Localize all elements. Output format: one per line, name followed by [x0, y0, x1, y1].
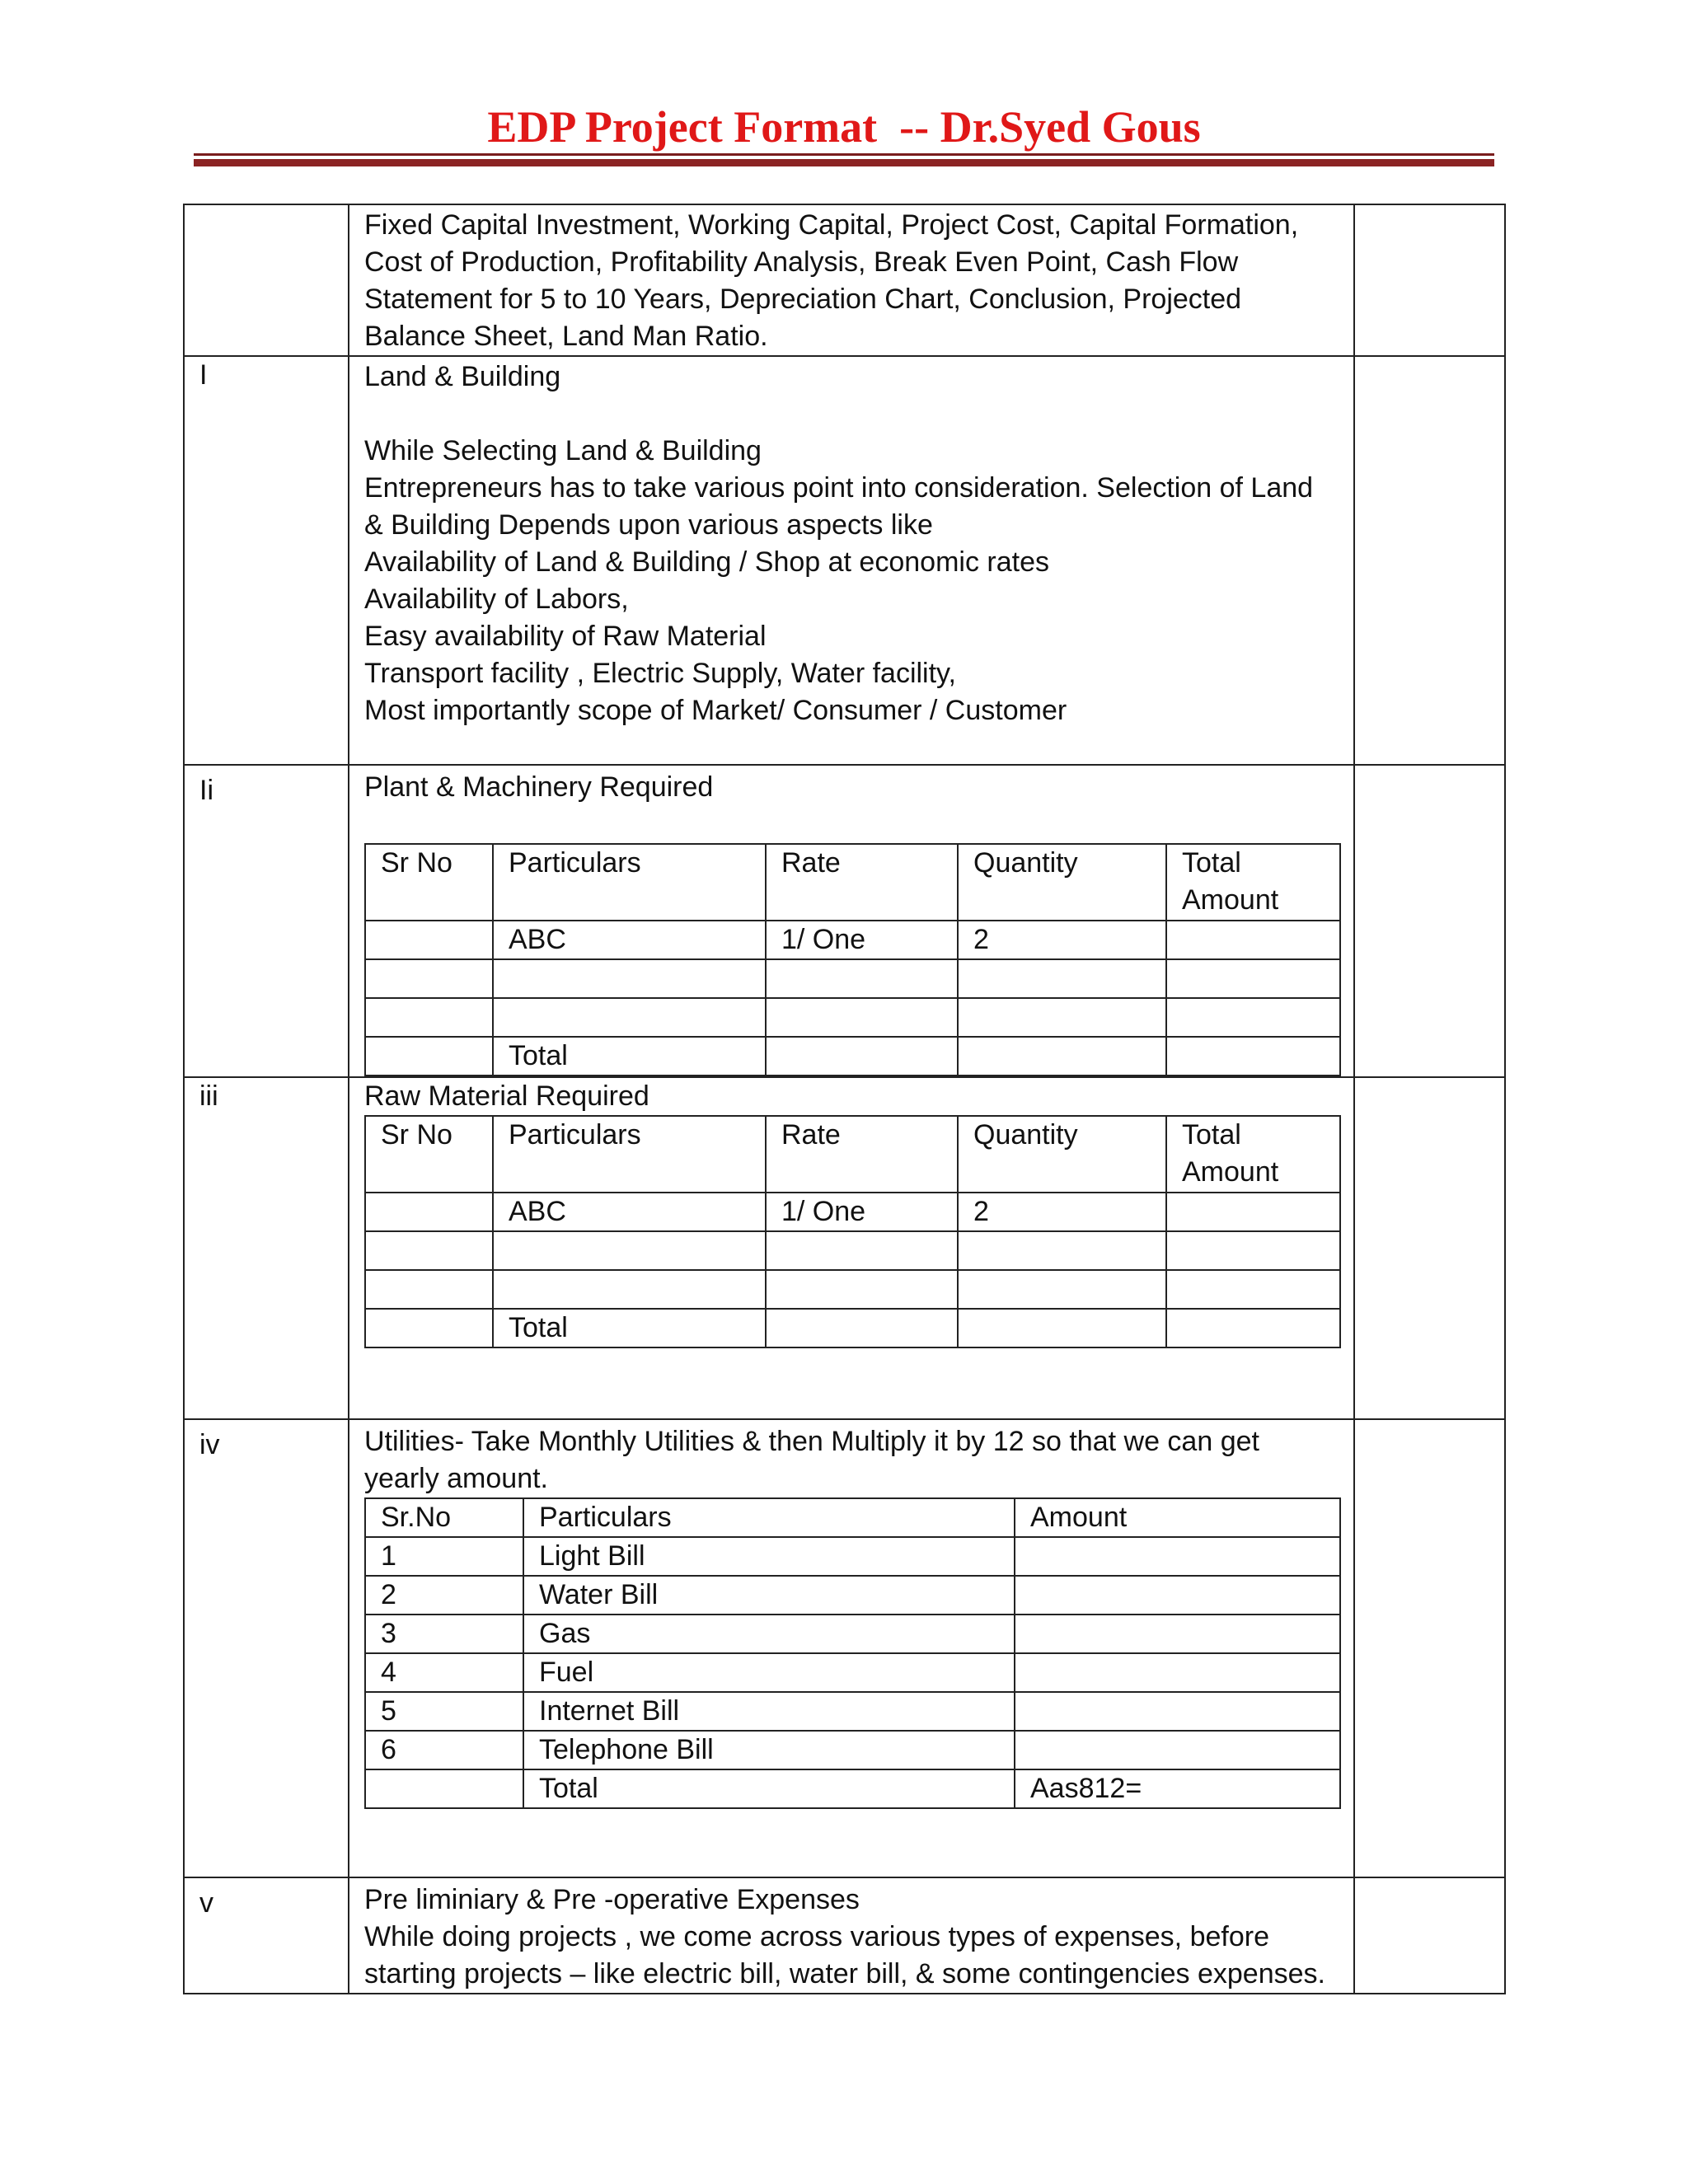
column-header: Sr No: [365, 844, 493, 921]
table-cell: [766, 1309, 958, 1347]
table-total-row: [365, 1037, 1340, 1076]
row-preliminary-expenses: [184, 1877, 1505, 1994]
row-number: iii: [184, 1077, 349, 1419]
page-header: [0, 97, 1688, 157]
table-row: [365, 998, 1340, 1037]
column-header: Sr No: [365, 1116, 493, 1193]
row-number: [184, 204, 349, 356]
column-header: Rate: [766, 844, 958, 921]
table-cell: [1015, 1615, 1340, 1653]
table-cell: Telephone Bill: [523, 1731, 1015, 1769]
text-line: Easy availability of Raw Material: [364, 621, 767, 652]
table-cell: [365, 1769, 523, 1808]
row-land-building: [184, 356, 1505, 765]
table-cell: Aas812=: [1015, 1769, 1340, 1808]
table-cell: [365, 1193, 493, 1231]
raw-material-table: [364, 1115, 1341, 1348]
row-number: v: [184, 1877, 349, 1994]
section-title: Plant & Machinery Required: [364, 771, 714, 803]
column-header: Particulars: [493, 844, 766, 921]
table-cell: [958, 1037, 1166, 1076]
table-cell: 6: [365, 1731, 523, 1769]
table-cell: 4: [365, 1653, 523, 1692]
column-header: Particulars: [493, 1116, 766, 1193]
text-line: Availability of Land & Building / Shop at economic rates: [364, 546, 1049, 578]
table-cell: [1166, 1037, 1340, 1076]
column-header: Particulars: [523, 1498, 1015, 1537]
table-header-row: [365, 1116, 1340, 1193]
table-row: [365, 1270, 1340, 1309]
table-cell: 3: [365, 1615, 523, 1653]
column-header: Quantity: [958, 1116, 1166, 1193]
row-remarks-cell: [1354, 204, 1505, 356]
row-plant-machinery: [184, 765, 1505, 1077]
section-title: Pre liminiary & Pre -operative Expenses: [364, 1884, 860, 1915]
header-rule-thick: [194, 159, 1494, 166]
column-header: Total Amount: [1166, 1116, 1340, 1193]
table-cell: [365, 1231, 493, 1270]
table-cell: [1166, 921, 1340, 959]
table-cell: [958, 1309, 1166, 1347]
table-total-row: [365, 1309, 1340, 1347]
table-cell: [365, 921, 493, 959]
table-cell: [365, 1309, 493, 1347]
row-number: I: [184, 356, 349, 765]
column-header: Sr.No: [365, 1498, 523, 1537]
table-cell: [1015, 1653, 1340, 1692]
row-content: [349, 204, 1354, 356]
table-cell: Total: [493, 1309, 766, 1347]
table-cell: 5: [365, 1692, 523, 1731]
table-cell: [493, 959, 766, 998]
row-content: [349, 356, 1354, 765]
table-cell: [1015, 1692, 1340, 1731]
text-line: While doing projects , we come across various types of expenses, before starting projects – like electric bill, water bill, & some contingencies expenses.: [364, 1921, 1325, 1990]
utilities-table: [364, 1497, 1341, 1809]
row-raw-material: [184, 1077, 1505, 1419]
table-cell: [958, 998, 1166, 1037]
table-cell: Total: [523, 1769, 1015, 1808]
overview-text: Fixed Capital Investment, Working Capital, Project Cost, Capital Formation, Cost of Production, Profitability Analysis, Break Even Point, Cash Flow Statement for 5 to 10 Years, Depreciation Chart, Conclusion, Projected Balance Sheet, Land Man Ratio.: [364, 209, 1299, 352]
column-header: Total Amount: [1166, 844, 1340, 921]
table-cell: ABC: [493, 1193, 766, 1231]
table-cell: [766, 1270, 958, 1309]
section-title: Utilities- Take Monthly Utilities & then Multiply it by 12 so that we can get yearly amount.: [364, 1426, 1259, 1494]
table-cell: 2: [958, 1193, 1166, 1231]
row-remarks-cell: [1354, 1077, 1505, 1419]
table-row: [365, 1731, 1340, 1769]
text-line: Transport facility , Electric Supply, Water facility,: [364, 658, 956, 689]
text-line: While Selecting Land & Building: [364, 435, 762, 466]
row-content: [349, 1419, 1354, 1877]
table-row: [365, 1576, 1340, 1615]
table-cell: [1166, 1231, 1340, 1270]
table-cell: [365, 1270, 493, 1309]
table-row: [365, 921, 1340, 959]
row-remarks-cell: [1354, 1419, 1505, 1877]
table-cell: [1166, 1193, 1340, 1231]
plant-machinery-table: [364, 843, 1341, 1076]
table-row: [365, 959, 1340, 998]
column-header: Amount: [1015, 1498, 1340, 1537]
table-cell: [493, 1231, 766, 1270]
table-cell: 1/ One: [766, 921, 958, 959]
table-row: [365, 1653, 1340, 1692]
text-line: Availability of Labors,: [364, 583, 629, 615]
table-cell: Total: [493, 1037, 766, 1076]
table-cell: [1166, 998, 1340, 1037]
row-remarks-cell: [1354, 1877, 1505, 1994]
table-cell: Gas: [523, 1615, 1015, 1653]
row-number: iv: [184, 1419, 349, 1877]
text-line: Most importantly scope of Market/ Consumer / Customer: [364, 695, 1067, 726]
table-cell: [1166, 1270, 1340, 1309]
table-cell: [493, 1270, 766, 1309]
row-content: [349, 1077, 1354, 1419]
row-number: Ii: [184, 765, 349, 1077]
table-cell: Internet Bill: [523, 1692, 1015, 1731]
table-row: [365, 1615, 1340, 1653]
text-line: Entrepreneurs has to take various point into consideration. Selection of Land & Building Depends upon various aspects like: [364, 472, 1314, 541]
column-header: Rate: [766, 1116, 958, 1193]
table-cell: [365, 959, 493, 998]
table-cell: [1166, 1309, 1340, 1347]
table-cell: [958, 1231, 1166, 1270]
table-cell: 2: [958, 921, 1166, 959]
section-title: Land & Building: [364, 361, 561, 392]
table-cell: 1/ One: [766, 1193, 958, 1231]
header-rule-thin: [194, 153, 1494, 156]
row-content: [349, 1877, 1354, 1994]
table-cell: [958, 959, 1166, 998]
table-cell: [365, 1037, 493, 1076]
table-cell: [1015, 1731, 1340, 1769]
table-cell: 1: [365, 1537, 523, 1576]
table-cell: [493, 998, 766, 1037]
project-format-table: [183, 204, 1506, 1994]
table-cell: Light Bill: [523, 1537, 1015, 1576]
table-cell: [766, 998, 958, 1037]
row-remarks-cell: [1354, 356, 1505, 765]
section-title: Raw Material Required: [364, 1080, 649, 1112]
table-cell: [766, 1037, 958, 1076]
table-row: [365, 1193, 1340, 1231]
table-cell: [1015, 1537, 1340, 1576]
table-cell: [365, 998, 493, 1037]
table-cell: [1166, 959, 1340, 998]
document-title: EDP Project Format -- Dr.Syed Gous: [487, 102, 1201, 152]
table-header-row: [365, 1498, 1340, 1537]
column-header: Quantity: [958, 844, 1166, 921]
table-cell: [766, 959, 958, 998]
table-cell: Fuel: [523, 1653, 1015, 1692]
table-cell: 2: [365, 1576, 523, 1615]
row-utilities: [184, 1419, 1505, 1877]
row-content: [349, 765, 1354, 1077]
row-overview: [184, 204, 1505, 356]
table-cell: Water Bill: [523, 1576, 1015, 1615]
table-header-row: [365, 844, 1340, 921]
table-cell: [766, 1231, 958, 1270]
table-row: [365, 1231, 1340, 1270]
table-cell: [1015, 1576, 1340, 1615]
table-row: [365, 1692, 1340, 1731]
row-remarks-cell: [1354, 765, 1505, 1077]
table-cell: [958, 1270, 1166, 1309]
table-total-row: [365, 1769, 1340, 1808]
table-row: [365, 1537, 1340, 1576]
table-cell: ABC: [493, 921, 766, 959]
